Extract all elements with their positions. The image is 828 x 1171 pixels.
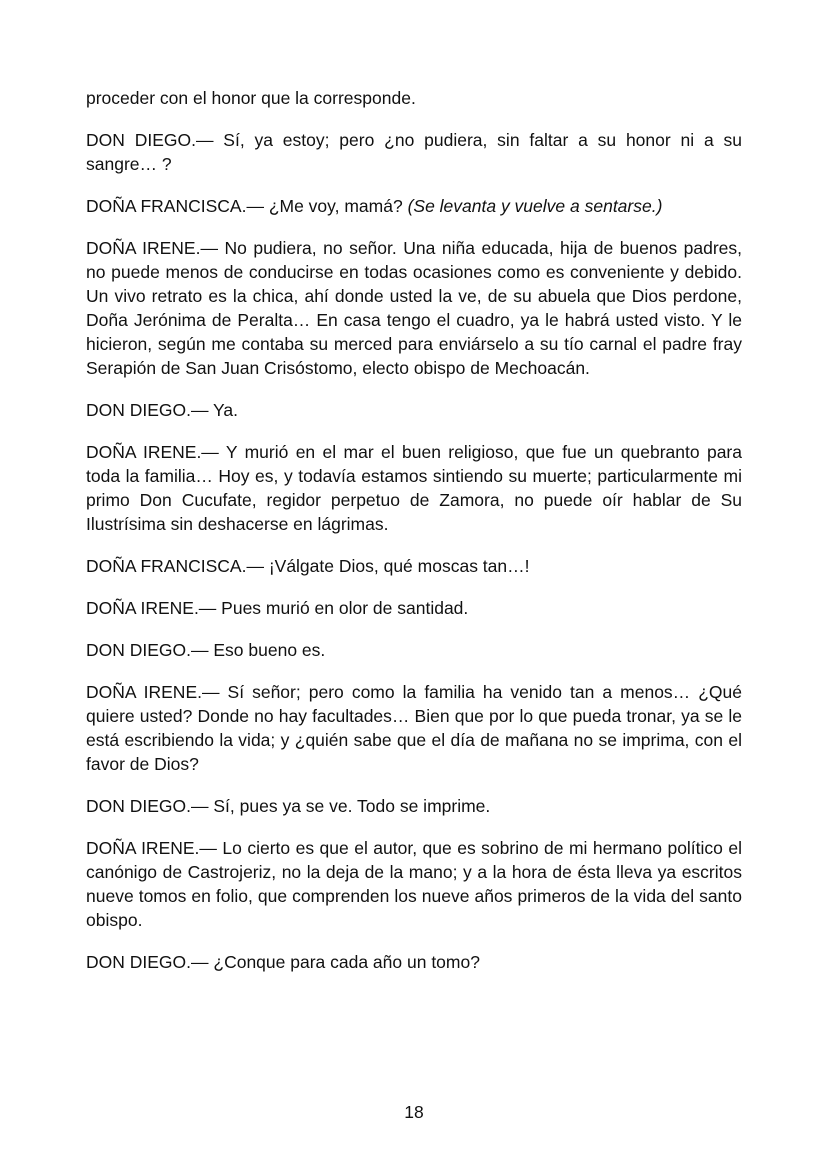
dialogue-text: Lo cierto es que el autor, que es sobrino de mi hermano político el canónigo de Castrojeriz, no la deja de la mano; y a la hora de ésta lleva ya escritos nueve tomos en folio, que comprenden los nueve años primeros de la vida del santo obispo.	[86, 838, 742, 930]
speaker-name: DON DIEGO.—	[86, 640, 209, 660]
speaker-name: DOÑA FRANCISCA.—	[86, 556, 264, 576]
dialogue-paragraph	[86, 794, 742, 818]
dialogue-text: Sí señor; pero como la familia ha venido tan a menos… ¿Qué quiere usted? Donde no hay facultades… Bien que por lo que pueda tronar, ya se le está escribiendo la vida; y ¿quién sabe que el día de mañana no se imprima, con el favor de Dios?	[86, 682, 742, 774]
page-number: 18	[404, 1102, 424, 1122]
document-body	[86, 86, 742, 992]
dialogue-paragraph	[86, 836, 742, 932]
dialogue-paragraph	[86, 638, 742, 662]
dialogue-text: ¿Me voy, mamá?	[263, 196, 408, 216]
dialogue-paragraph	[86, 194, 742, 218]
dialogue-paragraph	[86, 86, 742, 110]
dialogue-text: Sí, pues ya se ve. Todo se imprime.	[208, 796, 491, 816]
dialogue-text: Eso bueno es.	[208, 640, 326, 660]
stage-direction: (Se levanta y vuelve a sentarse.)	[407, 196, 663, 216]
dialogue-text: Pues murió en olor de santidad.	[216, 598, 469, 618]
speaker-name: DOÑA FRANCISCA.—	[86, 196, 264, 216]
dialogue-text: proceder con el honor que la corresponde.	[86, 88, 416, 108]
speaker-name: DOÑA IRENE.—	[86, 442, 219, 462]
dialogue-paragraph	[86, 950, 742, 974]
speaker-name: DON DIEGO.—	[86, 952, 209, 972]
dialogue-paragraph	[86, 680, 742, 776]
speaker-name: DOÑA IRENE.—	[86, 238, 218, 258]
dialogue-text: ¡Válgate Dios, qué moscas tan…!	[263, 556, 530, 576]
speaker-name: DOÑA IRENE.—	[86, 682, 220, 702]
dialogue-paragraph	[86, 236, 742, 380]
speaker-name: DOÑA IRENE.—	[86, 838, 217, 858]
dialogue-text: Y murió en el mar el buen religioso, que fue un quebranto para toda la familia… Hoy es, y todavía estamos sintiendo su muerte; particularmente mi primo Don Cucufate, regidor perpetuo de Zamora, no puede oír hablar de Su Ilustrísima sin deshacerse en lágrimas.	[86, 442, 742, 534]
dialogue-text: Ya.	[208, 400, 239, 420]
dialogue-paragraph	[86, 128, 742, 176]
dialogue-paragraph	[86, 398, 742, 422]
dialogue-text: ¿Conque para cada año un tomo?	[208, 952, 480, 972]
dialogue-paragraph	[86, 440, 742, 536]
speaker-name: DON DIEGO.—	[86, 400, 209, 420]
speaker-name: DON DIEGO.—	[86, 796, 209, 816]
speaker-name: DOÑA IRENE.—	[86, 598, 217, 618]
speaker-name: DON DIEGO.—	[86, 130, 214, 150]
dialogue-text: Sí, ya estoy; pero ¿no pudiera, sin faltar a su honor ni a su sangre… ?	[86, 130, 742, 174]
dialogue-paragraph	[86, 596, 742, 620]
dialogue-paragraph	[86, 554, 742, 578]
dialogue-text: No pudiera, no señor. Una niña educada, hija de buenos padres, no puede menos de conducirse en todas ocasiones como es conveniente y debido. Un vivo retrato es la chica, ahí donde usted la ve, de su abuela que Dios perdone, Doña Jerónima de Peralta… En casa tengo el cuadro, ya le habrá usted visto. Y le hicieron, según me contaba su merced para enviárselo a su tío carnal el padre fray Serapión de San Juan Crisóstomo, electo obispo de Mechoacán.	[86, 238, 742, 378]
